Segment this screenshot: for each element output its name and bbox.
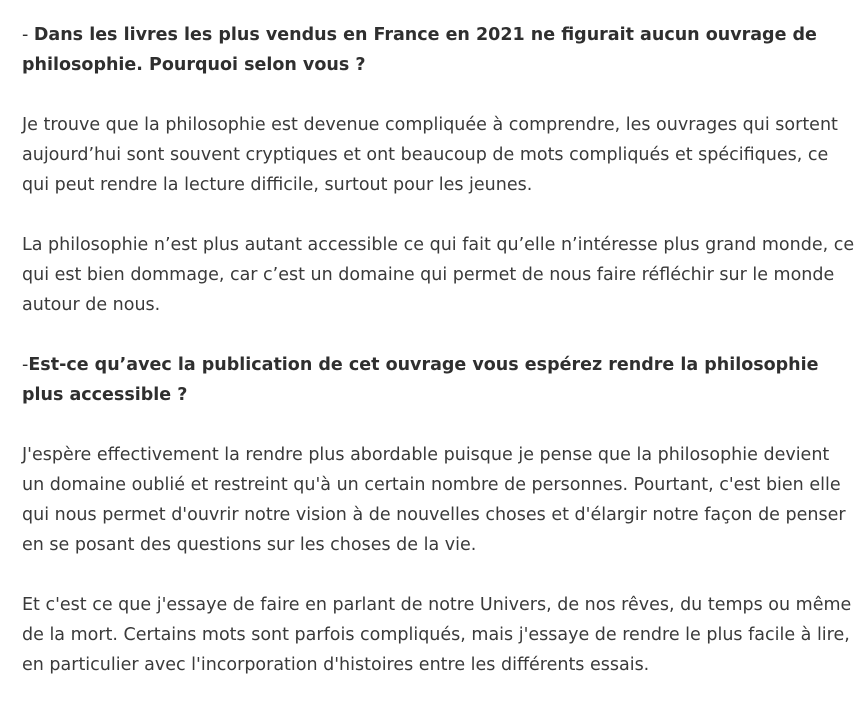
answer-1-paragraph-2: La philosophie n’est plus autant accessible ce qui fait qu’elle n’intéresse plus grand monde, ce qui est bien dommage, car c’est un domaine qui permet de nous faire réfléchir sur le monde autour de nous. bbox=[22, 235, 855, 315]
answer-2-paragraph-1: J'espère effectivement la rendre plus abordable puisque je pense que la philosophie devient un domaine oublié et restreint qu'à un certain nombre de personnes. Pourtant, c'est bien elle qui nous permet d'ouvrir notre vision à de nouvelles choses et d'élargir notre façon de penser en se posant des questions sur les choses de la vie. bbox=[22, 445, 846, 555]
answer-2-paragraph-2: Et c'est ce que j'essaye de faire en parlant de notre Univers, de nos rêves, du temps ou même de la mort. Certains mots sont parfois compliqués, mais j'essaye de rendre le plus facile à lire, en particulier avec l'incorporation d'histoires entre les différents essais. bbox=[22, 595, 852, 675]
answer-1-paragraph-1: Je trouve que la philosophie est devenue compliquée à comprendre, les ouvrages qui sortent aujourd’hui sont souvent cryptiques et ont beaucoup de mots compliqués et spécifiques, ce qui peut rendre la lecture difficile, surtout pour les jeunes. bbox=[22, 115, 838, 195]
question-1 bbox=[22, 20, 857, 80]
question-1-dash: - bbox=[22, 25, 34, 45]
question-1-text: Dans les livres les plus vendus en France en 2021 ne figurait aucun ouvrage de philosophie. Pourquoi selon vous ? bbox=[22, 25, 817, 75]
question-2-dash: - bbox=[22, 355, 29, 375]
question-2 bbox=[22, 350, 857, 410]
question-2-text: Est-ce qu’avec la publication de cet ouvrage vous espérez rendre la philosophie plus accessible ? bbox=[22, 355, 819, 405]
